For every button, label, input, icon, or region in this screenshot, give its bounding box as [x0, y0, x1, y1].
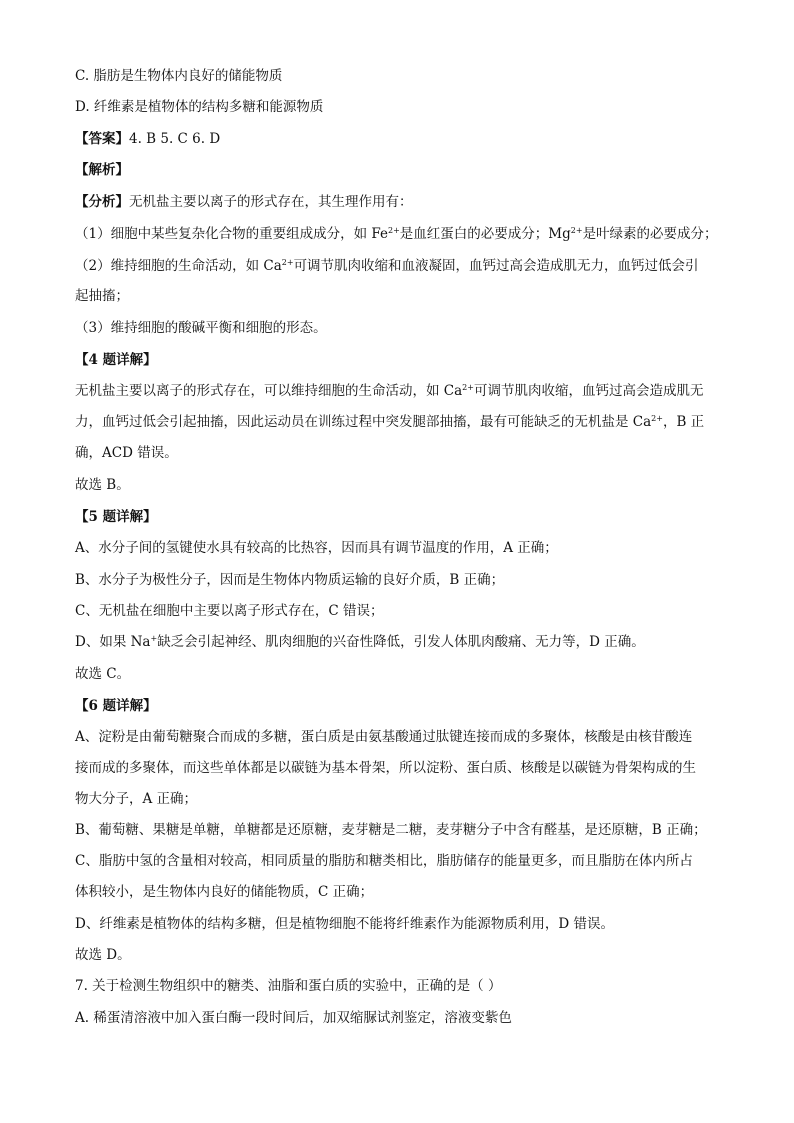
point-2: （2）维持细胞的生命活动，如 $Ca^{2+}$可调节肌肉收缩和血液凝固，血钙过高会造成肌无力，血钙过低会引	[75, 258, 699, 274]
analysis-tag: 【解析】	[75, 162, 129, 178]
q6-a-3: 物大分子，A 正确；	[75, 791, 198, 807]
q6-choice: 故选 D。	[75, 947, 131, 963]
q5-a: A、水分子间的氢键使水具有较高的比热容，因而具有调节温度的作用，A 正确；	[75, 540, 558, 556]
q5-c: C、无机盐在细胞中主要以离子形式存在，C 错误；	[75, 603, 384, 619]
q6-c-1: C、脂肪中氢的含量相对较高，相同质量的脂肪和糖类相比，脂肪储存的能量更多，而且脂肪在体内所占	[75, 853, 693, 869]
q6-b: B、葡萄糖、果糖是单糖，单糖都是还原糖，麦芽糖是二糖，麦芽糖分子中含有醛基，是还原糖，B 正确；	[75, 822, 707, 838]
q6-a-2: 接而成的多聚体，而这些单体都是以碳链为基本骨架，所以淀粉、蛋白质、核酸是以碳链为骨架构成的生	[75, 760, 696, 776]
q4-para-2: 力，血钙过低会引起抽搐，因此运动员在训练过程中突发腿部抽搐，最有可能缺乏的无机盐是 $Ca^{2+}$，B 正	[75, 414, 705, 430]
q6-c-2: 体积较小，是生物体内良好的储能物质，C 正确；	[75, 884, 374, 900]
q4-para-3: 确，ACD 错误。	[75, 445, 178, 461]
q6-d: D、纤维素是植物体的结构多糖，但是植物细胞不能将纤维素作为能源物质利用，D 错误。	[75, 916, 614, 932]
q4-choice: 故选 B。	[75, 477, 130, 493]
q5-choice: 故选 C。	[75, 666, 131, 682]
q6-a-1: A、淀粉是由葡萄糖聚合而成的多糖，蛋白质是由氨基酸通过肽键连接而成的多聚体，核酸是由核苷酸连	[75, 729, 693, 745]
q4-para-1: 无机盐主要以离子的形式存在，可以维持细胞的生命活动，如 $Ca^{2+}$可调节肌肉收缩，血钙过高会造成肌无	[75, 383, 704, 399]
q5-tag: 【5 题详解】	[75, 509, 157, 525]
question-7-option-a: A. 稀蛋清溶液中加入蛋白酶一段时间后，加双缩脲试剂鉴定，溶液变紫色	[75, 1010, 512, 1026]
q4-heading	[75, 350, 725, 370]
answer-line: 【答案】4. B 5. C 6. D	[75, 131, 221, 147]
point-1: （1）细胞中某些复杂化合物的重要组成成分，如 $Fe^{2+}$是血红蛋白的必要成分；$Mg^{2+}$是叶绿素的必要成分；	[75, 226, 718, 242]
fenxi-line: 【分析】无机盐主要以离子的形式存在，其生理作用有：	[75, 194, 413, 210]
point-3: （3）维持细胞的酸碱平衡和细胞的形态。	[75, 320, 327, 336]
q5-heading	[75, 507, 725, 527]
point-2-cont: 起抽搐；	[75, 288, 129, 304]
q6-heading	[75, 696, 725, 716]
q5-d: D、如果 Na+缺乏会引起神经、肌肉细胞的兴奋性降低，引发人体肌肉酸痛、无力等，D 正确。	[75, 634, 645, 650]
analysis-heading	[75, 160, 725, 180]
fenxi-tag: 【分析】	[75, 194, 129, 210]
q5-b: B、水分子为极性分子，因而是生物体内物质运输的良好介质，B 正确；	[75, 572, 505, 588]
answer-tag: 【答案】	[75, 131, 129, 147]
option-c-prev: C. 脂肪是生物体内良好的储能物质	[75, 68, 283, 84]
q6-tag: 【6 题详解】	[75, 698, 157, 714]
option-d-prev: D. 纤维素是植物体的结构多糖和能源物质	[75, 99, 324, 115]
q4-tag: 【4 题详解】	[75, 352, 157, 368]
question-7: 7. 关于检测生物组织中的糖类、油脂和蛋白质的实验中，正确的是（ ）	[75, 978, 502, 994]
